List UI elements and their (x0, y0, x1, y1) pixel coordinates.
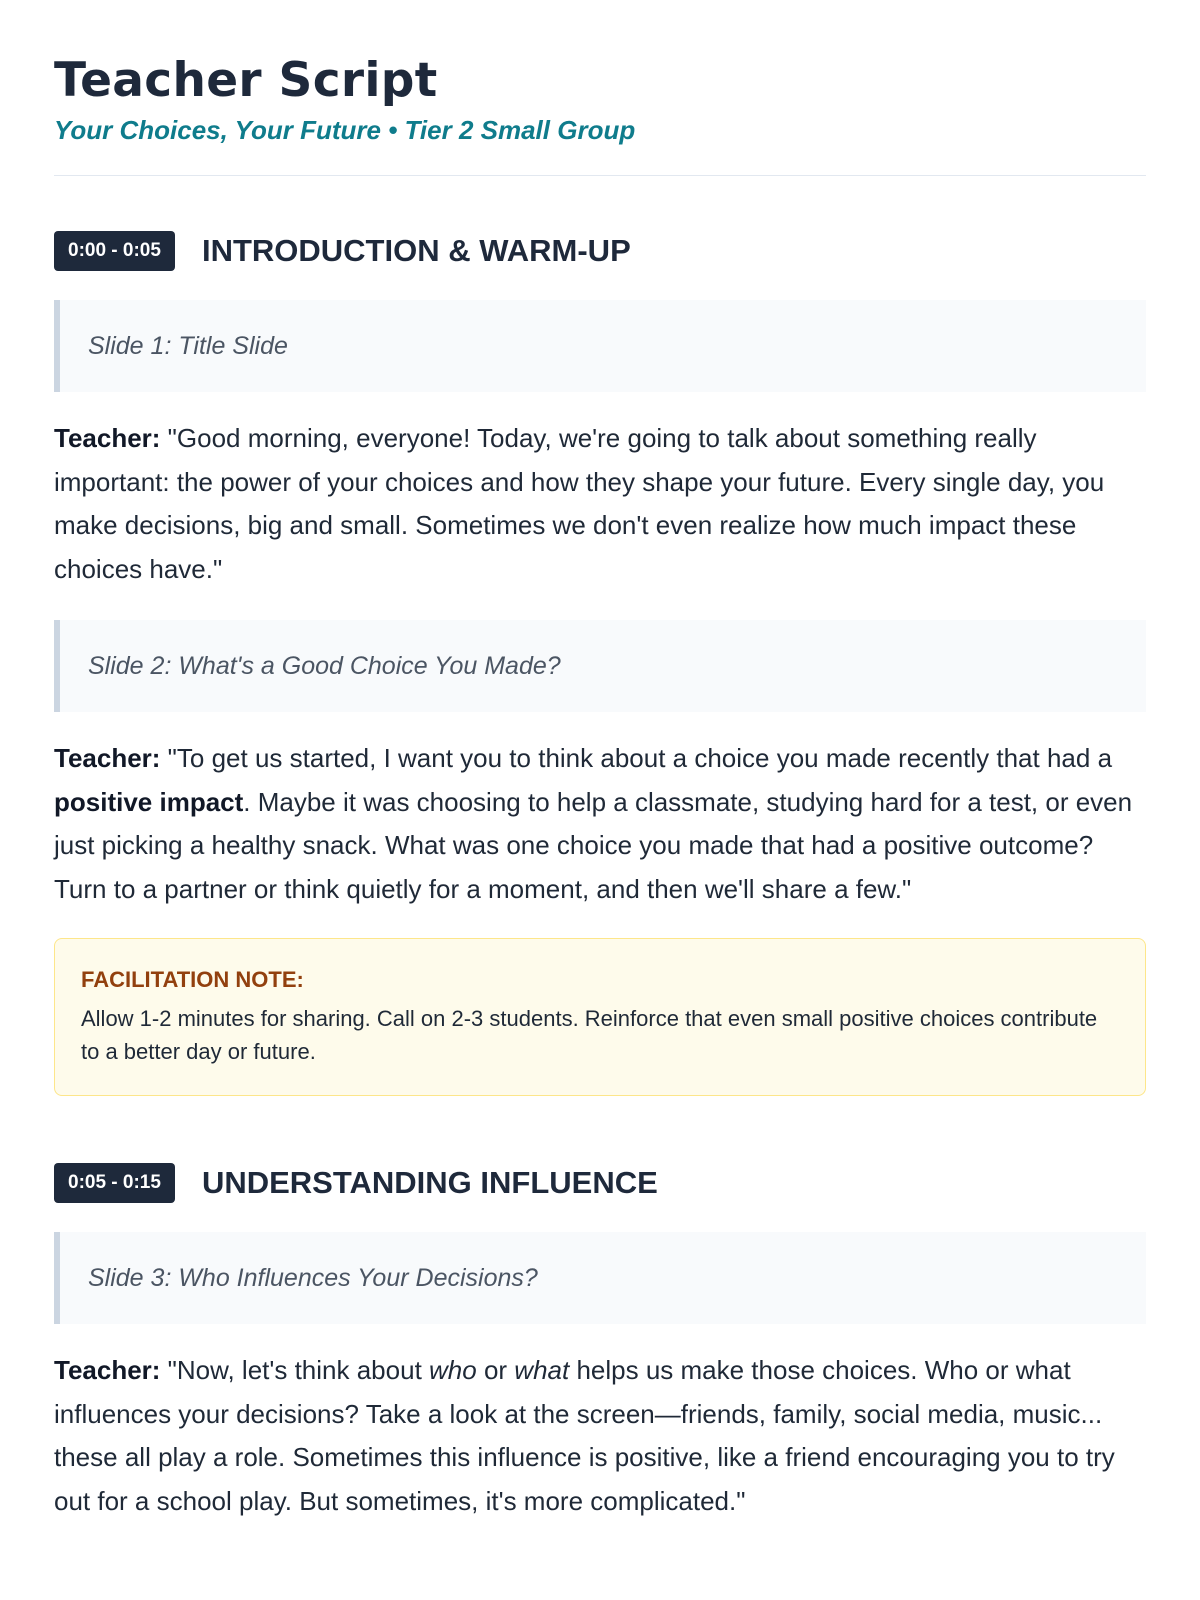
teacher-paragraph (54, 1349, 1146, 1523)
facilitation-note (54, 938, 1146, 1096)
script-text: "Now, let's think about (160, 1355, 430, 1385)
note-title: FACILITATION NOTE: (81, 967, 304, 992)
teacher-paragraph (54, 737, 1146, 911)
emphasis-text: positive impact (54, 786, 244, 817)
section-title: UNDERSTANDING INFLUENCE (201, 1165, 658, 1200)
script-text: . Maybe it was choosing to help a classmate, studying hard for a test, or even just picking a healthy snack. What was one choice you made that had a positive outcome? Turn to a partner or think quietly for a moment, and then we'll share a few." (54, 786, 1133, 904)
script-text: helps us make those choices. Who or what influences your decisions? Take a look at the screen—friends, family, social media, music... these all play a role. Sometimes this influence is positive, like a friend encouraging you to try out for a school play. But sometimes, it's more complicated." (54, 1355, 1115, 1516)
script-text: or (476, 1355, 515, 1385)
section-header-intro (54, 231, 1146, 271)
teacher-label: Teacher: (54, 743, 161, 773)
time-badge: 0:00 - 0:05 (54, 231, 175, 271)
page-title: Teacher Script (54, 53, 438, 108)
script-text: "To get us started, I want you to think about a choice you made recently that had a (160, 743, 1113, 773)
note-body: Allow 1-2 minutes for sharing. Call on 2-3 students. Reinforce that even small positive choices contribute to a better day or future. (81, 1006, 1098, 1064)
section-header-influence (54, 1163, 1146, 1203)
slide-callout: Slide 3: Who Influences Your Decisions? (54, 1232, 1146, 1324)
teacher-label: Teacher: (54, 423, 161, 453)
time-badge: 0:05 - 0:15 (54, 1163, 175, 1203)
slide-callout: Slide 2: What's a Good Choice You Made? (54, 620, 1146, 712)
teacher-paragraph (54, 417, 1146, 591)
emphasis-text: what (514, 1355, 570, 1385)
header-divider (54, 175, 1146, 176)
teacher-label: Teacher: (54, 1355, 161, 1385)
slide-callout: Slide 1: Title Slide (54, 300, 1146, 392)
page-subtitle: Your Choices, Your Future • Tier 2 Small Group (54, 115, 636, 145)
emphasis-text: who (429, 1355, 477, 1385)
script-text: "Good morning, everyone! Today, we're going to talk about something really important: the power of your choices and how they shape your future. Every single day, you make decisions, big and small. Sometimes we don't even realize how much impact these choices have." (54, 423, 1105, 584)
section-title: INTRODUCTION & WARM-UP (201, 233, 631, 268)
